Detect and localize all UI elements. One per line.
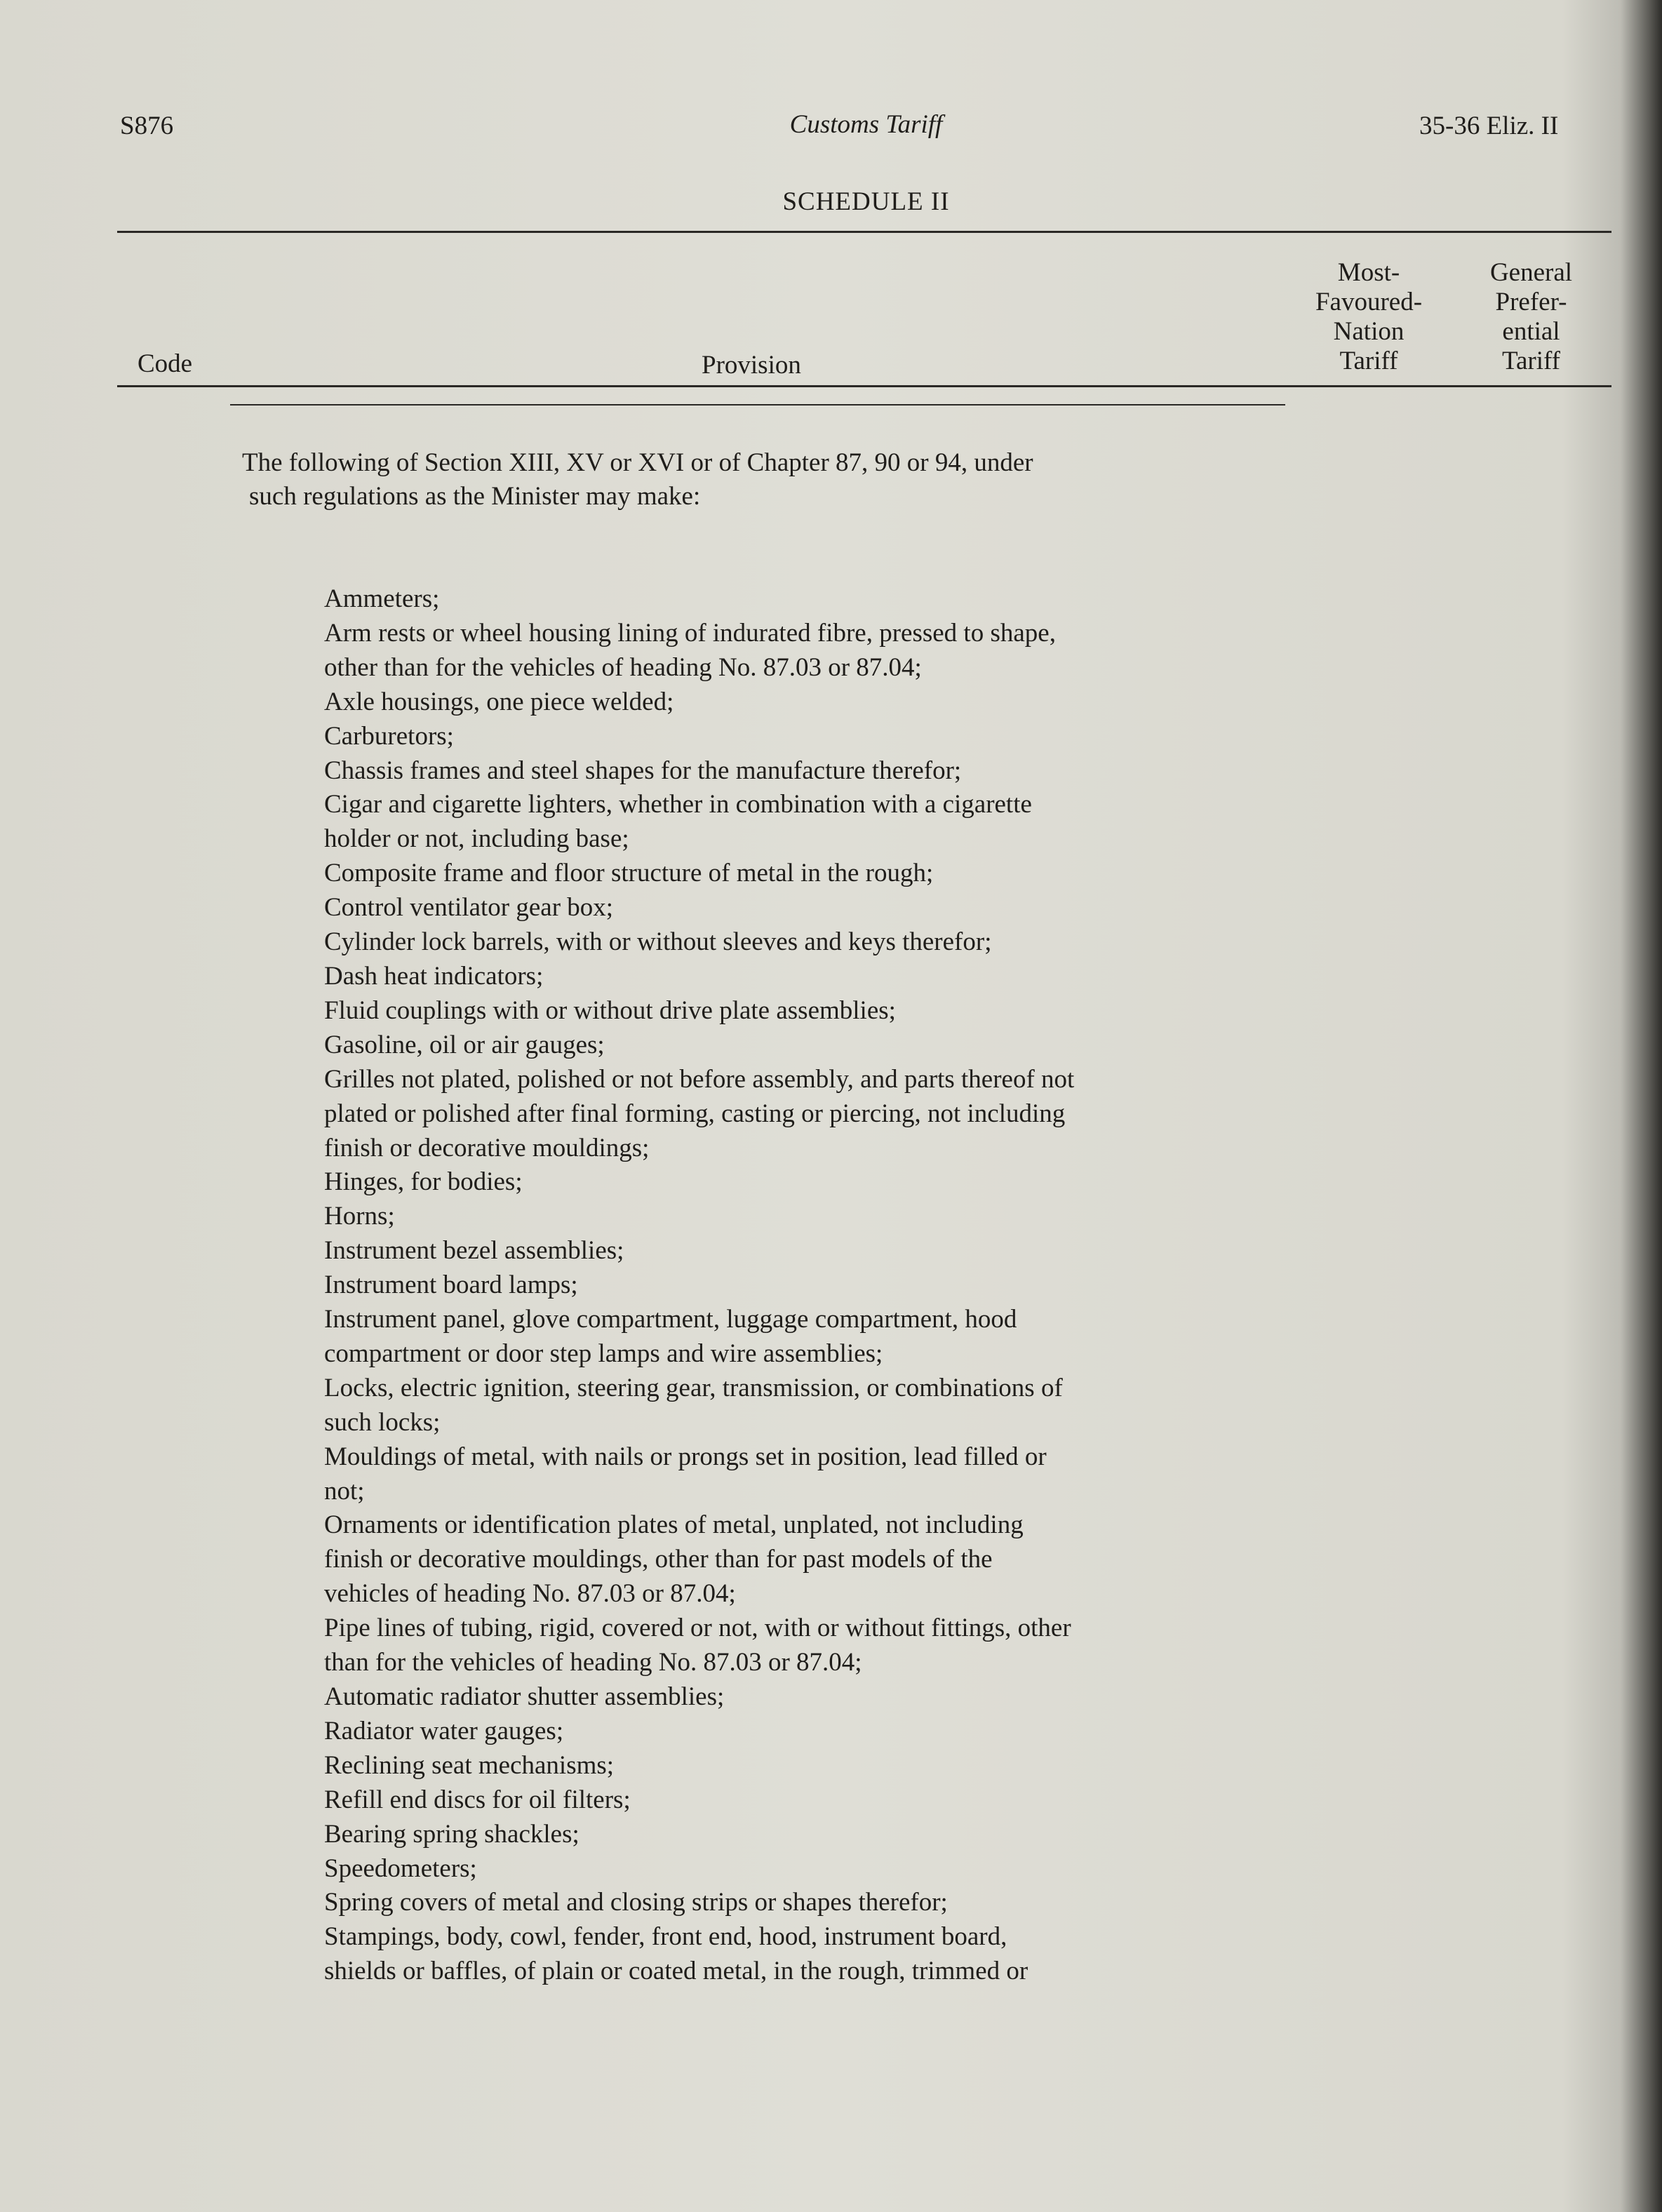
intro-line: such regulations as the Minister may make:: [249, 482, 701, 511]
provision-intro: [242, 446, 1033, 514]
table-header-rule: [117, 385, 1611, 387]
page-number: S876: [120, 112, 174, 140]
provision-item-line: holder or not, including base;: [324, 824, 629, 854]
session-reference: 35-36 Eliz. II: [1419, 112, 1559, 140]
provision-item-line: Instrument board lamps;: [324, 1271, 578, 1300]
provision-item-line: Bearing spring shackles;: [324, 1819, 579, 1849]
provision-item-line: Pipe lines of tubing, rigid, covered or not, with or without fittings, other: [324, 1614, 1071, 1643]
column-header-mfn-tariff: [1295, 258, 1442, 376]
table-top-rule: [117, 231, 1611, 233]
provision-item-line: Fluid couplings with or without drive plate assemblies;: [324, 996, 896, 1025]
provision-item-line: Cylinder lock barrels, with or without sleeves and keys therefor;: [324, 927, 992, 957]
provision-item-line: Dash heat indicators;: [324, 961, 544, 991]
provision-item-list: [324, 582, 1074, 1989]
provision-item-line: Instrument bezel assemblies;: [324, 1236, 624, 1266]
provision-item-line: Cigar and cigarette lighters, whether in combination with a cigarette: [324, 790, 1032, 819]
provision-item-line: Refill end discs for oil filters;: [324, 1785, 631, 1814]
column-header-line: Favoured-: [1315, 288, 1423, 316]
running-title: Customs Tariff: [789, 110, 943, 139]
column-header-code: Code: [138, 349, 193, 378]
provision-item-line: Locks, electric ignition, steering gear, transmission, or combinations of: [324, 1373, 1063, 1402]
provision-item-line: than for the vehicles of heading No. 87.03 or 87.04;: [324, 1648, 862, 1677]
provision-item-line: Composite frame and floor structure of metal in the rough;: [324, 859, 934, 888]
provision-item-line: Grilles not plated, polished or not before assembly, and parts thereof not: [324, 1064, 1075, 1094]
schedule-title: SCHEDULE II: [782, 187, 950, 216]
provision-item-line: Ammeters;: [324, 584, 440, 613]
provision-item-line: Mouldings of metal, with nails or prongs set in position, lead filled or: [324, 1442, 1047, 1471]
column-header-line: Most-: [1337, 258, 1400, 287]
provision-item-line: Chassis frames and steel shapes for the manufacture therefor;: [324, 756, 962, 785]
provision-item-line: Ornaments or identification plates of metal, unplated, not including: [324, 1510, 1024, 1540]
provision-item-line: Gasoline, oil or air gauges;: [324, 1030, 605, 1059]
provision-item-line: Spring covers of metal and closing strips or shapes therefor;: [324, 1888, 948, 1917]
provision-item-line: finish or decorative mouldings, other than for past models of the: [324, 1545, 993, 1574]
provision-item-line: vehicles of heading No. 87.03 or 87.04;: [324, 1579, 736, 1609]
provision-item-line: plated or polished after final forming, casting or piercing, not including: [324, 1099, 1066, 1128]
intro-line: The following of Section XIII, XV or XVI or of Chapter 87, 90 or 94, under: [242, 448, 1033, 477]
provision-item-line: Hinges, for bodies;: [324, 1167, 523, 1197]
column-header-line: Tariff: [1339, 347, 1398, 375]
provision-item-line: Reclining seat mechanisms;: [324, 1750, 615, 1780]
provision-item-line: Axle housings, one piece welded;: [324, 687, 674, 716]
provision-sub-rule: [230, 404, 1285, 405]
column-header-provision: Provision: [702, 351, 801, 380]
provision-item-line: not;: [324, 1476, 365, 1506]
provision-item-line: Instrument panel, glove compartment, luggage compartment, hood: [324, 1305, 1017, 1334]
provision-item-line: compartment or door step lamps and wire assemblies;: [324, 1339, 883, 1368]
provision-item-line: Arm rests or wheel housing lining of indurated fibre, pressed to shape,: [324, 618, 1056, 648]
provision-item-line: Carburetors;: [324, 721, 454, 751]
column-header-line: General: [1489, 258, 1573, 287]
provision-item-line: Speedometers;: [324, 1854, 477, 1883]
provision-item-line: other than for the vehicles of heading No. 87.03 or 87.04;: [324, 652, 922, 682]
provision-item-line: such locks;: [324, 1407, 441, 1437]
provision-item-line: Automatic radiator shutter assemblies;: [324, 1682, 725, 1711]
column-header-gpt-tariff: [1463, 258, 1600, 376]
provision-item-line: Horns;: [324, 1202, 395, 1231]
provision-item-line: Control ventilator gear box;: [324, 893, 614, 923]
column-header-line: Tariff: [1501, 347, 1560, 375]
provision-item-line: finish or decorative mouldings;: [324, 1133, 650, 1162]
column-header-line: Prefer-: [1495, 288, 1567, 316]
column-header-line: Nation: [1333, 317, 1405, 346]
column-header-line: ential: [1502, 317, 1560, 346]
provision-item-line: Stampings, body, cowl, fender, front end, hood, instrument board,: [324, 1922, 1007, 1952]
provision-item-line: Radiator water gauges;: [324, 1716, 564, 1745]
provision-item-line: shields or baffles, of plain or coated metal, in the rough, trimmed or: [324, 1957, 1028, 1986]
